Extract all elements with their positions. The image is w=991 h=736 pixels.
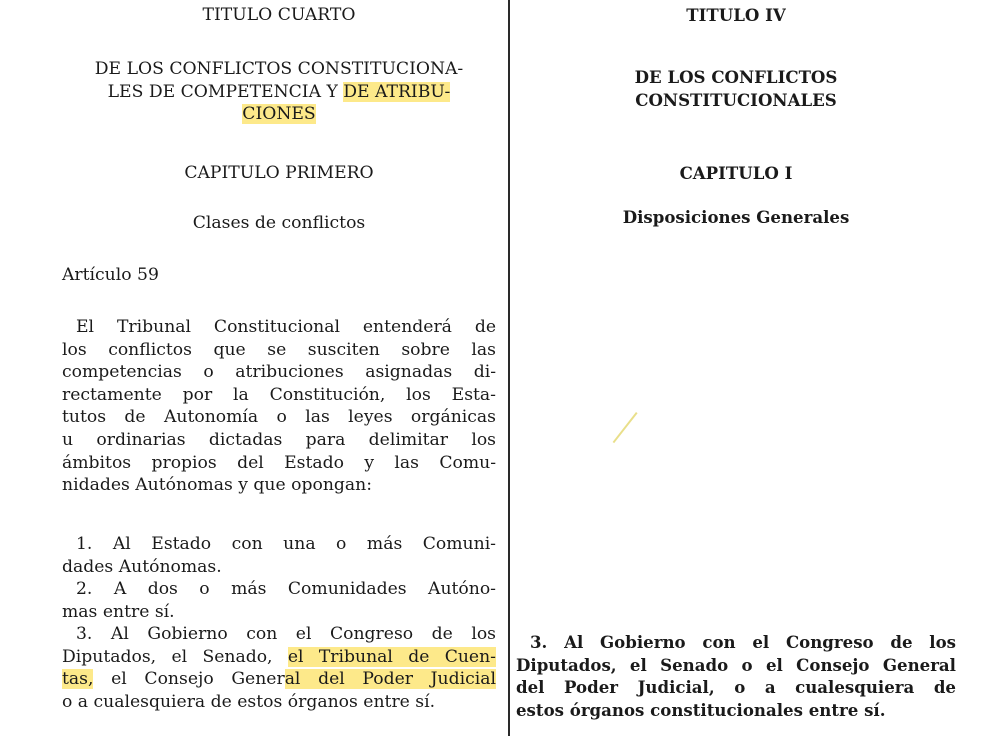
left-paragraph [62,316,496,497]
right-item-3 [516,631,956,721]
right-item-3-line-4: estos órganos constitucionales entre sí. [516,699,886,720]
left-paragraph-line: tutos de Autonomía o las leyes orgánicas [62,407,496,428]
left-item-3-line-4: o a cualesquiera de estos órganos entre sí. [62,691,436,712]
left-item-1-line-2: dades Autónomas. [62,556,222,577]
right-title: TITULO IV [686,5,786,25]
left-item-3-line-3-highlight-1: tas, [62,669,94,690]
left-item-3-line-1: 3. Al Gobierno con el Congreso de los [76,624,496,644]
left-paragraph-line: los conflictos que se susciten sobre las [62,339,496,360]
left-item-2-line-1: 2. A dos o más Comunidades Autóno- [76,579,496,599]
left-heading-line-1: DE LOS CONFLICTOS CONSTITUCIONA- [94,59,464,79]
left-item-1 [62,533,496,578]
left-heading-line-2 [62,81,496,104]
right-heading-line-2: CONSTITUCIONALES [635,89,837,110]
left-chapter: CAPITULO PRIMERO [184,163,374,183]
right-item-3-line-3: del Poder Judicial, o a cualesquiera de [516,677,956,698]
left-paragraph-line: ámbitos propios del Estado y las Comu- [62,452,496,473]
left-paragraph-line: u ordinarias dictadas para delimitar los [62,429,496,450]
left-paragraph-line: rectamente por la Constitución, los Esta- [62,384,496,405]
right-item-3-line-1: 3. Al Gobierno con el Congreso de los [530,632,956,652]
left-heading-line-2-highlight: DE ATRIBU- [343,81,451,102]
left-item-2-line-2: mas entre sí. [62,601,175,622]
left-article: Artículo 59 [62,265,159,285]
left-item-3 [62,623,496,713]
left-paragraph-line: nidades Autónomas y que opongan: [62,475,373,496]
highlighter-stray-mark [613,412,638,443]
column-divider [508,0,510,736]
left-item-3-line-2-plain: Diputados, el Senado, [62,646,288,667]
left-title: TITULO CUARTO [202,5,356,25]
left-item-1-line-1: 1. Al Estado con una o más Comuni- [76,534,496,554]
left-heading-line-3-highlight: CIONES [242,104,316,125]
left-item-3-line-2 [62,646,496,669]
left-item-3-line-3-plain: el Consejo Gener [93,669,285,690]
left-item-3-line-3-highlight-2: al del Poder Judicial [284,669,496,690]
left-paragraph-line: competencias o atribuciones asignadas di- [62,362,496,383]
right-item-3-line-2: Diputados, el Senado o el Consejo General [516,654,956,675]
left-heading-line-2-plain: LES DE COMPETENCIA Y [107,81,344,102]
left-paragraph-line: El Tribunal Constitucional entenderá de [76,317,496,337]
right-subtitle: Disposiciones Generales [622,207,850,227]
right-heading-line-1: DE LOS CONFLICTOS [634,67,838,87]
right-chapter: CAPITULO I [679,163,793,183]
left-heading [62,58,496,126]
left-subtitle: Clases de conflictos [192,213,366,233]
left-heading-line-3 [62,103,496,126]
left-item-3-line-3 [62,668,496,691]
left-item-3-line-2-highlight: el Tribunal de Cuen- [287,646,496,667]
right-heading [516,66,956,111]
left-item-2 [62,578,496,623]
